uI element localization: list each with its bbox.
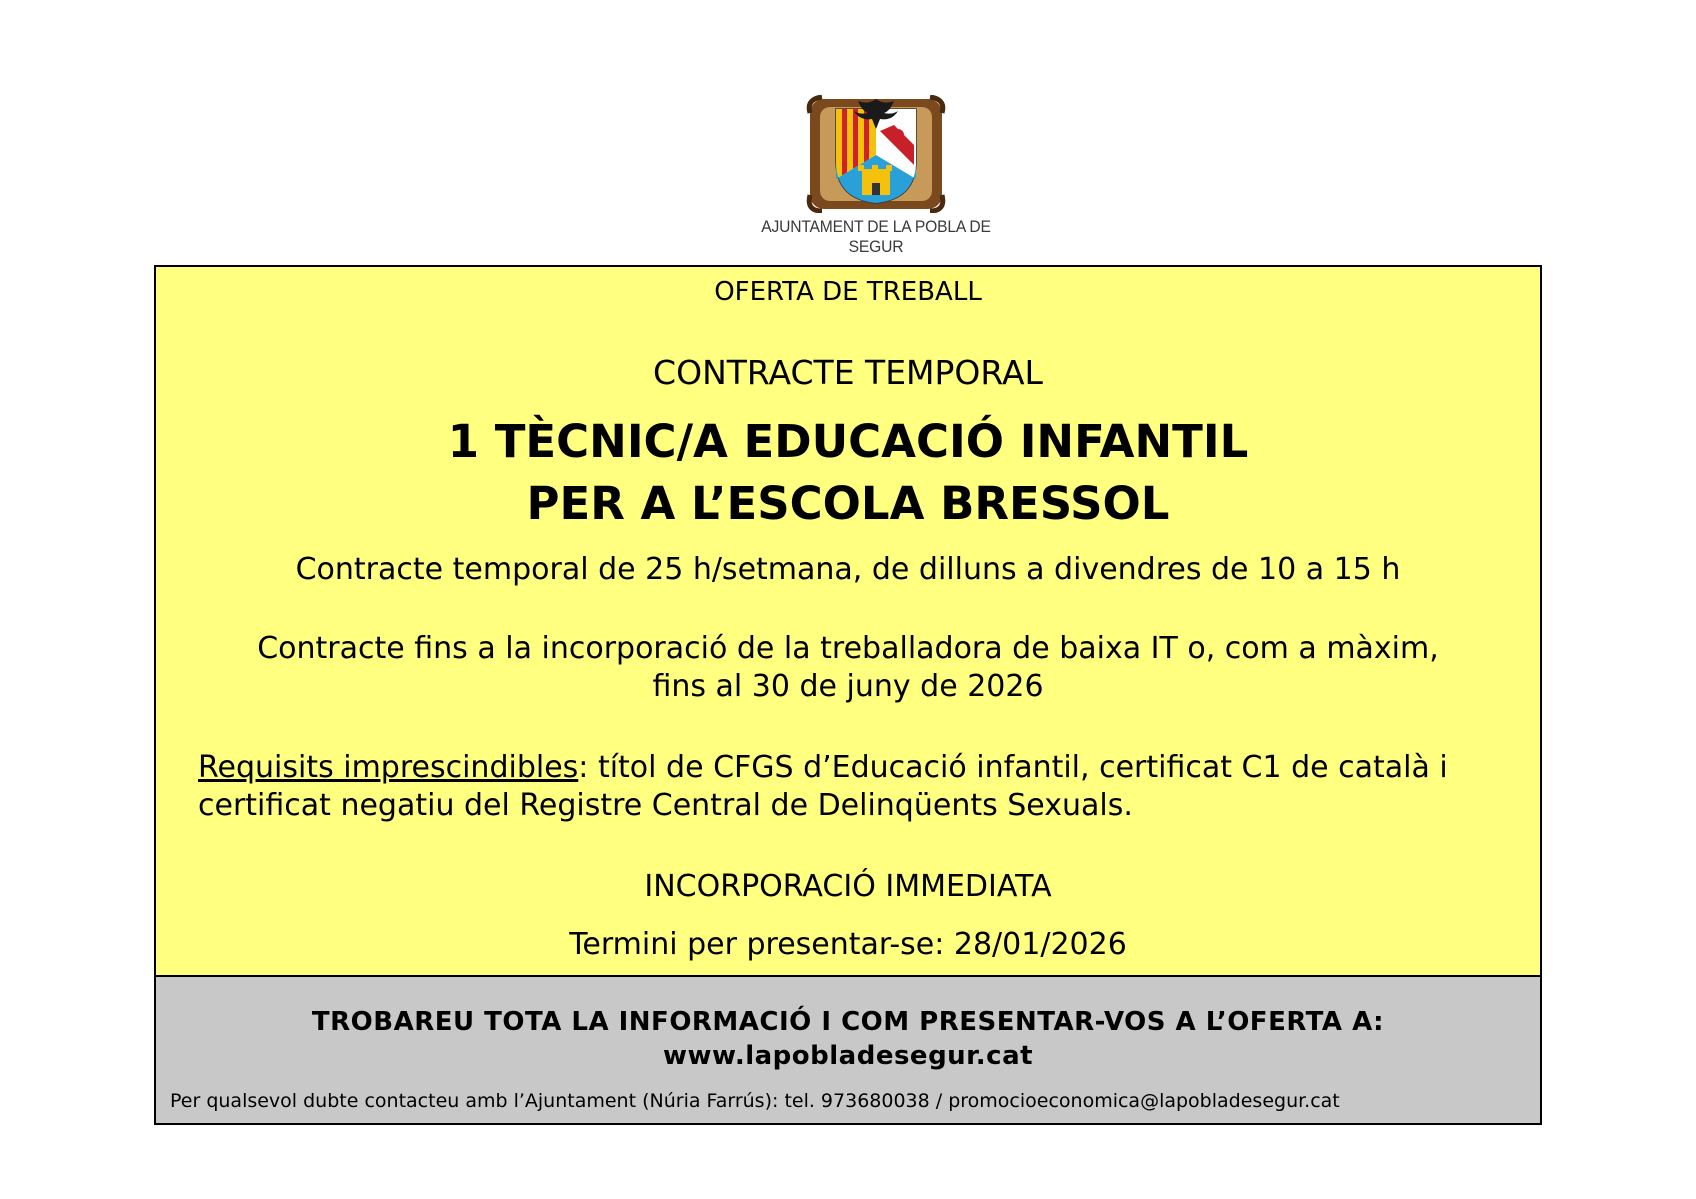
requirements-label: Requisits imprescindibles xyxy=(198,750,579,785)
application-deadline: Termini per presentar-se: 28/01/2026 xyxy=(569,927,1127,962)
contract-type: CONTRACTE TEMPORAL xyxy=(653,353,1043,392)
contract-hours: Contracte temporal de 25 h/setmana, de dilluns a divendres de 10 a 15 h xyxy=(295,552,1401,587)
contact-line: Per qualsevol dubte contacteu amb l’Ajuntament (Núria Farrús): tel. 973680038 / promocioeconomica@lapobladesegur.cat xyxy=(170,1090,1340,1112)
offer-kicker: OFERTA DE TREBALL xyxy=(714,277,982,307)
website-link[interactable]: www.lapobladesegur.cat xyxy=(662,1041,1034,1071)
offer-panel xyxy=(154,265,1542,977)
contract-duration-line2: fins al 30 de juny de 2026 xyxy=(652,669,1044,704)
requirements-text: : títol de CFGS d’Educació infantil, certificat C1 de català i certificat negatiu del Registre Central de Delinqüents Sexuals. xyxy=(198,750,1448,823)
info-heading: TROBAREU TOTA LA INFORMACIÓ I COM PRESENTAR-VOS A L’OFERTA A: xyxy=(311,1007,1385,1037)
start-notice: INCORPORACIÓ IMMEDIATA xyxy=(644,869,1052,904)
contract-duration-line1: Contracte fins a la incorporació de la treballadora de baixa IT o, com a màxim, xyxy=(257,631,1439,666)
offer-title-line2: PER A L’ESCOLA BRESSOL xyxy=(526,477,1170,530)
coat-of-arms-icon xyxy=(806,95,946,213)
requirements xyxy=(198,749,1528,825)
info-panel xyxy=(154,975,1542,1125)
logo-caption: AJUNTAMENT DE LA POBLA DE SEGUR xyxy=(761,217,991,256)
offer-title-line1: 1 TÈCNIC/A EDUCACIÓ INFANTIL xyxy=(447,415,1249,468)
logo xyxy=(726,95,1026,256)
